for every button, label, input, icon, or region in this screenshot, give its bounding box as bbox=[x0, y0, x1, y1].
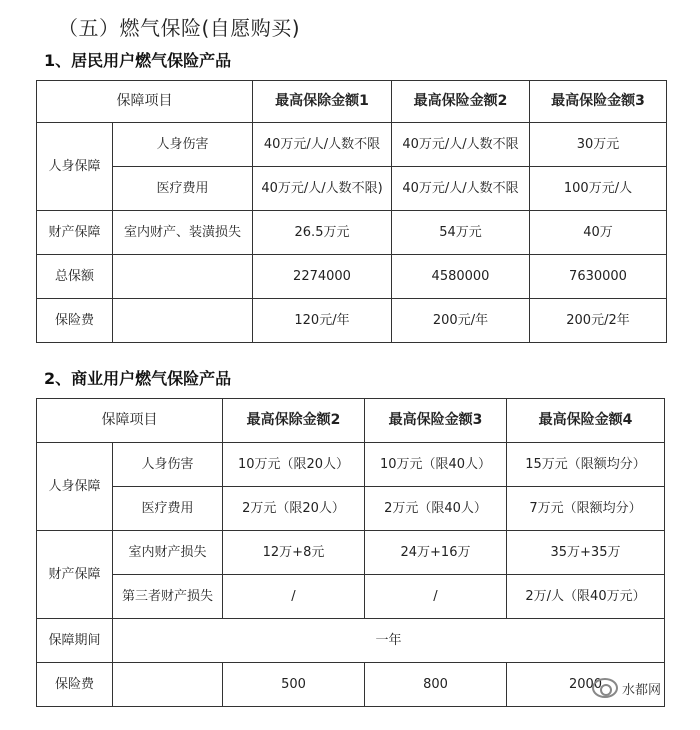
total-label: 总保额 bbox=[37, 255, 113, 299]
table-cell: 15万元（限额均分） bbox=[507, 443, 665, 487]
table-row bbox=[37, 299, 667, 343]
table-row bbox=[37, 211, 667, 255]
table-cell: 100万元/人 bbox=[530, 167, 667, 211]
period-value: 一年 bbox=[113, 619, 665, 663]
personal-group-label: 人身保障 bbox=[37, 443, 113, 531]
property-group-label: 财产保障 bbox=[37, 531, 113, 619]
table-cell: / bbox=[223, 575, 365, 619]
table-cell: 40万 bbox=[530, 211, 667, 255]
empty-cell bbox=[113, 299, 253, 343]
table-cell: 24万+16万 bbox=[365, 531, 507, 575]
table-cell: 2万/人（限40万元） bbox=[507, 575, 665, 619]
table-cell: / bbox=[365, 575, 507, 619]
header-amount-4: 最高保险金额4 bbox=[507, 399, 665, 443]
property-group-label: 财产保障 bbox=[37, 211, 113, 255]
page-heading: （五）燃气保险(自愿购买) bbox=[58, 16, 301, 40]
table-cell: 2000 bbox=[507, 663, 665, 707]
wechat-icon bbox=[592, 678, 618, 698]
table-cell: 10万元（限40人） bbox=[365, 443, 507, 487]
table-cell: 200元/年 bbox=[392, 299, 530, 343]
table-row bbox=[37, 619, 665, 663]
table-cell: 7万元（限额均分） bbox=[507, 487, 665, 531]
table-row bbox=[37, 167, 667, 211]
table-cell: 10万元（限20人） bbox=[223, 443, 365, 487]
table-cell: 26.5万元 bbox=[253, 211, 392, 255]
table-row bbox=[37, 531, 665, 575]
table-cell: 40万元/人/人数不限 bbox=[392, 123, 530, 167]
table-cell: 4580000 bbox=[392, 255, 530, 299]
empty-cell bbox=[113, 255, 253, 299]
section1-title: 1、居民用户燃气保险产品 bbox=[44, 51, 232, 70]
header-coverage-item: 保障项目 bbox=[37, 81, 253, 123]
table-row bbox=[37, 123, 667, 167]
property-label: 室内财产、装潢损失 bbox=[113, 211, 253, 255]
premium-label: 保险费 bbox=[37, 663, 113, 707]
header-amount-2: 最高保除金额2 bbox=[223, 399, 365, 443]
table-cell: 800 bbox=[365, 663, 507, 707]
table-row bbox=[37, 255, 667, 299]
third-party-label: 第三者财产损失 bbox=[113, 575, 223, 619]
table-row bbox=[37, 575, 665, 619]
table-row bbox=[37, 487, 665, 531]
watermark bbox=[592, 678, 661, 698]
commercial-insurance-table bbox=[36, 398, 665, 707]
table-cell: 54万元 bbox=[392, 211, 530, 255]
period-label: 保障期间 bbox=[37, 619, 113, 663]
premium-label: 保险费 bbox=[37, 299, 113, 343]
empty-cell bbox=[113, 663, 223, 707]
table-cell: 2万元（限40人） bbox=[365, 487, 507, 531]
table-cell: 120元/年 bbox=[253, 299, 392, 343]
table-cell: 500 bbox=[223, 663, 365, 707]
table-cell: 2万元（限20人） bbox=[223, 487, 365, 531]
table-cell: 40万元/人/人数不限) bbox=[253, 167, 392, 211]
table-cell: 2274000 bbox=[253, 255, 392, 299]
table-cell: 40万元/人/人数不限 bbox=[253, 123, 392, 167]
header-amount-1: 最高保除金额1 bbox=[253, 81, 392, 123]
injury-label: 人身伤害 bbox=[113, 123, 253, 167]
table-row bbox=[37, 663, 665, 707]
personal-group-label: 人身保障 bbox=[37, 123, 113, 211]
table-row bbox=[37, 443, 665, 487]
watermark-text: 水都网 bbox=[622, 682, 662, 698]
residential-insurance-table bbox=[36, 80, 667, 343]
table-header-row bbox=[37, 81, 667, 123]
indoor-property-label: 室内财产损失 bbox=[113, 531, 223, 575]
table-cell: 7630000 bbox=[530, 255, 667, 299]
table-cell: 200元/2年 bbox=[530, 299, 667, 343]
medical-label: 医疗费用 bbox=[113, 167, 253, 211]
header-amount-3: 最高保险金额3 bbox=[530, 81, 667, 123]
section2-title: 2、商业用户燃气保险产品 bbox=[44, 369, 232, 388]
table-cell: 12万+8元 bbox=[223, 531, 365, 575]
table-cell: 35万+35万 bbox=[507, 531, 665, 575]
table-cell: 40万元/人/人数不限 bbox=[392, 167, 530, 211]
header-amount-2: 最高保险金额2 bbox=[392, 81, 530, 123]
header-amount-3: 最高保险金额3 bbox=[365, 399, 507, 443]
medical-label: 医疗费用 bbox=[113, 487, 223, 531]
table-header-row bbox=[37, 399, 665, 443]
header-coverage-item: 保障项目 bbox=[37, 399, 223, 443]
injury-label: 人身伤害 bbox=[113, 443, 223, 487]
table-cell: 30万元 bbox=[530, 123, 667, 167]
